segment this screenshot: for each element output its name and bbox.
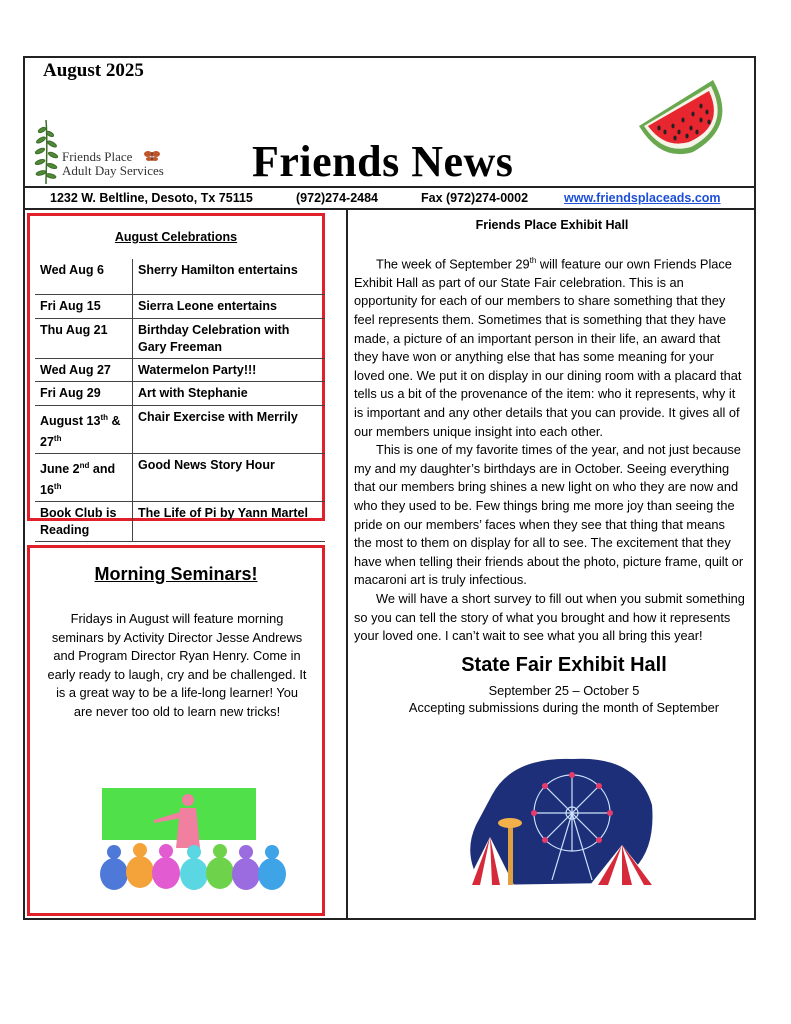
- calendar-title: August Celebrations: [114, 230, 238, 244]
- issue-month: August 2025: [43, 60, 144, 81]
- event-date: August 13th & 27th: [35, 405, 133, 453]
- event-date: Book Club is Reading: [35, 502, 133, 542]
- contact-bar: [25, 186, 754, 210]
- article-body: [354, 252, 746, 646]
- watermelon-icon: [635, 76, 731, 160]
- event-date: Fri Aug 29: [35, 381, 133, 405]
- website-link[interactable]: www.friendsplaceads.com: [564, 191, 721, 205]
- table-row: [35, 405, 325, 453]
- event-date: Wed Aug 27: [35, 358, 133, 381]
- event-name: Watermelon Party!!!: [133, 358, 326, 381]
- seminars-box: [27, 545, 325, 916]
- article-paragraph-2: This is one of my favorite times of the year, and not just because my and my daughter’s birthdays are in October. Seeing everything that our members bring shines a new light on who they are now and who they used to be. Few things bring me more joy than seeing the pride on our members’ faces when they see that thing that means the most to them on display for all to see. The excitement that they have when telling their friends about the photo, picture frame, quilt or macaroni art is truly infectious.: [354, 442, 744, 588]
- students-icon: [100, 843, 286, 890]
- calendar-table: [35, 259, 325, 542]
- event-name: The Life of Pi by Yann Martel: [133, 502, 326, 542]
- article-paragraph-3: We will have a short survey to fill out when you submit something so you can tell the story of what you brought and how it represents your loved one. I can’t wait to see what you all bring this year!: [354, 590, 745, 644]
- address: 1232 W. Beltline, Desoto, Tx 75115: [50, 191, 253, 205]
- logo-line-1: Friends Place: [62, 149, 133, 164]
- calendar-box: [27, 213, 325, 538]
- state-fair-illustration: [462, 755, 657, 890]
- table-row: [35, 318, 325, 358]
- fair-title: State Fair Exhibit Hall: [461, 654, 667, 676]
- event-date: Fri Aug 15: [35, 294, 133, 318]
- table-row: [35, 502, 325, 542]
- event-name: Chair Exercise with Merrily: [133, 405, 326, 453]
- event-name: Art with Stephanie: [133, 381, 326, 405]
- event-date: June 2nd and 16th: [35, 453, 133, 501]
- event-date: Wed Aug 6: [35, 259, 133, 294]
- seminars-title: Morning Seminars!: [94, 564, 258, 584]
- event-name: Sierra Leone entertains: [133, 294, 326, 318]
- plant-icon: [35, 120, 59, 184]
- fax-number: Fax (972)274-0002: [421, 191, 529, 205]
- event-date: Thu Aug 21: [35, 318, 133, 358]
- column-divider: [346, 210, 348, 918]
- table-row: [35, 381, 325, 405]
- logo-line-2: Adult Day Services: [62, 163, 164, 178]
- table-row: [35, 294, 325, 318]
- fair-subtitle: Accepting submissions during the month of September: [408, 700, 720, 715]
- event-name: Good News Story Hour: [133, 453, 326, 501]
- table-row: [35, 453, 325, 501]
- logo-text: [62, 150, 164, 178]
- classroom-illustration: [90, 788, 290, 893]
- article-paragraph-1: The week of September 29th will feature our own Friends Place Exhibit Hall as part of our State Fair celebration. This is an opportunity for each of our members to share something that they feel represents them. Sometimes that is something that they have made, a picture of an important person in their life, an award that they have won or anything else that has some meaning for your loved one. We put it on display in our dining room with a placard that tells us a bit of the provenance of the item: who it represents, why it is important and any other details that you can provide. It gives all of our members unique insight into each other.: [354, 256, 742, 439]
- newsletter-title: Friends News: [252, 137, 514, 186]
- table-row: [35, 259, 325, 294]
- phone-number: (972)274-2484: [296, 191, 379, 205]
- seminars-text: Fridays in August will feature morning seminars by Activity Director Jesse Andrews and Program Director Ryan Henry. Come in early ready to laugh, cry and be challenged. It is a great way to be a life-long learner! You are never too old to learn new tricks!: [47, 611, 307, 719]
- article-title: Friends Place Exhibit Hall: [475, 218, 629, 232]
- event-name: Birthday Celebration with Gary Freeman: [133, 318, 326, 358]
- table-row: [35, 358, 325, 381]
- fair-dates: September 25 – October 5: [488, 683, 640, 698]
- event-name: Sherry Hamilton entertains: [133, 259, 326, 294]
